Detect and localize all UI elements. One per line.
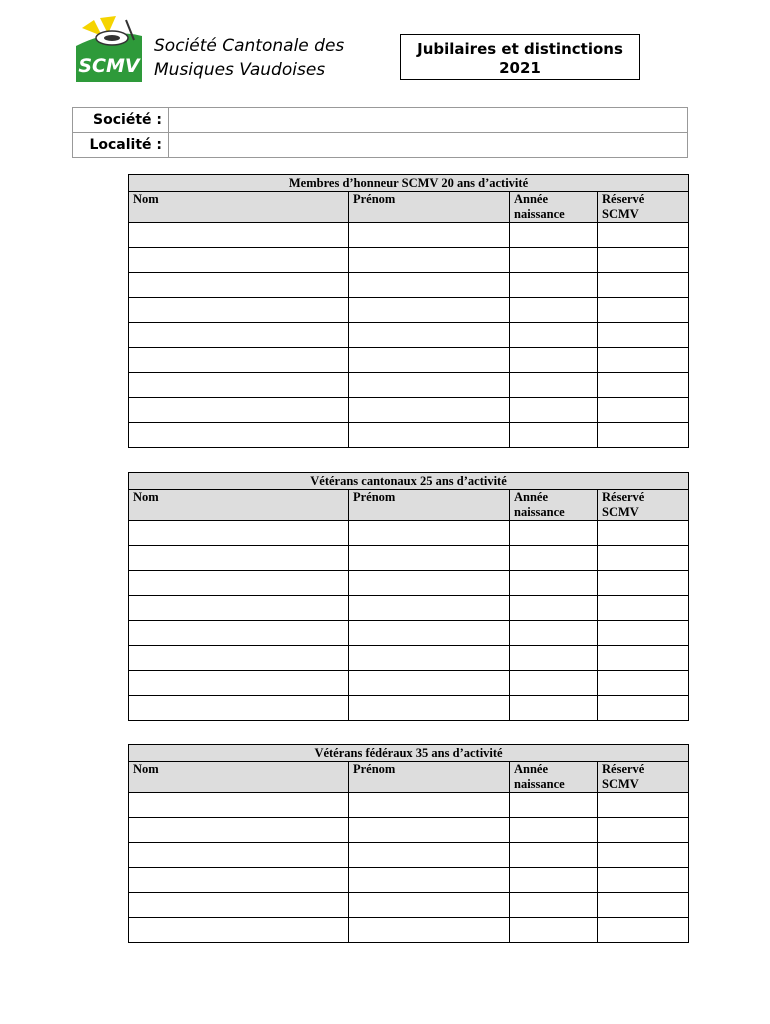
table-row (129, 571, 689, 596)
column-header-annee (510, 490, 598, 521)
section-membres-honneur (128, 174, 688, 448)
prenom-cell[interactable] (349, 793, 510, 818)
reserve-cell[interactable] (598, 843, 689, 868)
localite-label: Localité : (73, 133, 169, 158)
prenom-cell[interactable] (349, 646, 510, 671)
section-title: Vétérans cantonaux 25 ans d’activité (129, 473, 689, 490)
nom-cell[interactable] (129, 398, 349, 423)
annee-cell[interactable] (510, 671, 598, 696)
prenom-cell[interactable] (349, 621, 510, 646)
table-row (129, 398, 689, 423)
table-row (129, 646, 689, 671)
reserve-cell[interactable] (598, 273, 689, 298)
table-row (129, 818, 689, 843)
column-header-prenom (349, 490, 510, 521)
annee-cell[interactable] (510, 223, 598, 248)
table-row (129, 893, 689, 918)
prenom-cell[interactable] (349, 273, 510, 298)
prenom-cell[interactable] (349, 546, 510, 571)
column-header-reserve-text: SCMV (602, 777, 639, 791)
title-line-2: 2021 (499, 59, 541, 77)
nom-cell[interactable] (129, 696, 349, 721)
annee-cell[interactable] (510, 868, 598, 893)
prenom-cell[interactable] (349, 521, 510, 546)
reserve-cell[interactable] (598, 918, 689, 943)
column-header-nom-text: Nom (133, 762, 159, 776)
localite-field[interactable] (169, 133, 688, 158)
reserve-cell[interactable] (598, 423, 689, 448)
annee-cell[interactable] (510, 323, 598, 348)
column-header-reserve (598, 762, 689, 793)
column-header-nom (129, 490, 349, 521)
column-header-reserve (598, 192, 689, 223)
section-veterans-cantonaux (128, 472, 688, 721)
column-header-prenom-text: Prénom (353, 762, 396, 776)
prenom-cell[interactable] (349, 818, 510, 843)
column-header-annee (510, 192, 598, 223)
table-row (129, 423, 689, 448)
prenom-cell[interactable] (349, 248, 510, 273)
prenom-cell[interactable] (349, 223, 510, 248)
table-row (129, 223, 689, 248)
table-row (129, 696, 689, 721)
nom-cell[interactable] (129, 571, 349, 596)
nom-cell[interactable] (129, 621, 349, 646)
prenom-cell[interactable] (349, 696, 510, 721)
nom-cell[interactable] (129, 671, 349, 696)
nom-cell[interactable] (129, 273, 349, 298)
reserve-cell[interactable] (598, 793, 689, 818)
reserve-cell[interactable] (598, 671, 689, 696)
reserve-cell[interactable] (598, 893, 689, 918)
annee-cell[interactable] (510, 818, 598, 843)
nom-cell[interactable] (129, 521, 349, 546)
prenom-cell[interactable] (349, 868, 510, 893)
table-row (129, 596, 689, 621)
column-header-annee-text: naissance (514, 505, 565, 519)
prenom-cell[interactable] (349, 348, 510, 373)
societe-label: Société : (73, 108, 169, 133)
column-header-prenom-text: Prénom (353, 490, 396, 504)
reserve-cell[interactable] (598, 521, 689, 546)
org-line-2: Musiques Vaudoises (154, 60, 326, 80)
annee-cell[interactable] (510, 521, 598, 546)
reserve-cell[interactable] (598, 546, 689, 571)
annee-cell[interactable] (510, 571, 598, 596)
prenom-cell[interactable] (349, 918, 510, 943)
nom-cell[interactable] (129, 793, 349, 818)
prenom-cell[interactable] (349, 893, 510, 918)
annee-cell[interactable] (510, 398, 598, 423)
prenom-cell[interactable] (349, 373, 510, 398)
column-header-prenom (349, 762, 510, 793)
document-title (400, 34, 640, 80)
organization-name (154, 34, 344, 82)
title-line-1: Jubilaires et distinctions (417, 40, 623, 58)
table-row (129, 298, 689, 323)
table-row (129, 521, 689, 546)
table-row (129, 843, 689, 868)
reserve-cell[interactable] (598, 348, 689, 373)
nom-cell[interactable] (129, 298, 349, 323)
prenom-cell[interactable] (349, 323, 510, 348)
nom-cell[interactable] (129, 868, 349, 893)
logo-text: SCMV (78, 55, 140, 77)
jubilaires-table (128, 744, 689, 943)
column-header-annee-text: Année (514, 490, 549, 504)
reserve-cell[interactable] (598, 248, 689, 273)
table-row (129, 273, 689, 298)
reserve-cell[interactable] (598, 868, 689, 893)
prenom-cell[interactable] (349, 298, 510, 323)
table-row (129, 671, 689, 696)
nom-cell[interactable] (129, 918, 349, 943)
nom-cell[interactable] (129, 323, 349, 348)
column-header-reserve-text: Réservé (602, 192, 645, 206)
annee-cell[interactable] (510, 423, 598, 448)
table-row (129, 868, 689, 893)
column-header-annee-text: Année (514, 762, 549, 776)
annee-cell[interactable] (510, 893, 598, 918)
column-header-nom (129, 192, 349, 223)
section-title: Vétérans fédéraux 35 ans d’activité (129, 745, 689, 762)
column-header-nom (129, 762, 349, 793)
reserve-cell[interactable] (598, 373, 689, 398)
column-header-annee (510, 762, 598, 793)
column-header-reserve (598, 490, 689, 521)
column-header-nom-text: Nom (133, 490, 159, 504)
annee-cell[interactable] (510, 696, 598, 721)
nom-cell[interactable] (129, 223, 349, 248)
prenom-cell[interactable] (349, 596, 510, 621)
nom-cell[interactable] (129, 893, 349, 918)
nom-cell[interactable] (129, 646, 349, 671)
reserve-cell[interactable] (598, 696, 689, 721)
column-header-annee-text: naissance (514, 207, 565, 221)
reserve-cell[interactable] (598, 818, 689, 843)
table-row (129, 323, 689, 348)
annee-cell[interactable] (510, 348, 598, 373)
annee-cell[interactable] (510, 843, 598, 868)
nom-cell[interactable] (129, 373, 349, 398)
nom-cell[interactable] (129, 843, 349, 868)
reserve-cell[interactable] (598, 398, 689, 423)
prenom-cell[interactable] (349, 398, 510, 423)
table-row (129, 348, 689, 373)
reserve-cell[interactable] (598, 298, 689, 323)
prenom-cell[interactable] (349, 571, 510, 596)
reserve-cell[interactable] (598, 323, 689, 348)
reserve-cell[interactable] (598, 596, 689, 621)
societe-field[interactable] (169, 108, 688, 133)
nom-cell[interactable] (129, 348, 349, 373)
nom-cell[interactable] (129, 546, 349, 571)
annee-cell[interactable] (510, 273, 598, 298)
annee-cell[interactable] (510, 248, 598, 273)
prenom-cell[interactable] (349, 671, 510, 696)
annee-cell[interactable] (510, 298, 598, 323)
column-header-nom-text: Nom (133, 192, 159, 206)
nom-cell[interactable] (129, 423, 349, 448)
section-veterans-federaux (128, 744, 688, 943)
annee-cell[interactable] (510, 918, 598, 943)
nom-cell[interactable] (129, 596, 349, 621)
column-header-prenom-text: Prénom (353, 192, 396, 206)
reserve-cell[interactable] (598, 223, 689, 248)
org-line-1: Société Cantonale des (154, 36, 345, 56)
scmv-logo (72, 16, 144, 82)
section-title: Membres d’honneur SCMV 20 ans d’activité (129, 175, 689, 192)
column-header-reserve-text: SCMV (602, 207, 639, 221)
annee-cell[interactable] (510, 621, 598, 646)
jubilaires-table (128, 174, 689, 448)
annee-cell[interactable] (510, 373, 598, 398)
column-header-reserve-text: SCMV (602, 505, 639, 519)
reserve-cell[interactable] (598, 621, 689, 646)
column-header-prenom (349, 192, 510, 223)
table-row (129, 621, 689, 646)
annee-cell[interactable] (510, 646, 598, 671)
column-header-reserve-text: Réservé (602, 762, 645, 776)
nom-cell[interactable] (129, 248, 349, 273)
prenom-cell[interactable] (349, 843, 510, 868)
annee-cell[interactable] (510, 546, 598, 571)
reserve-cell[interactable] (598, 646, 689, 671)
table-row (129, 793, 689, 818)
table-row (129, 248, 689, 273)
nom-cell[interactable] (129, 818, 349, 843)
table-row (129, 546, 689, 571)
column-header-annee-text: Année (514, 192, 549, 206)
table-row (129, 918, 689, 943)
society-info-table (72, 107, 688, 158)
column-header-annee-text: naissance (514, 777, 565, 791)
prenom-cell[interactable] (349, 423, 510, 448)
column-header-reserve-text: Réservé (602, 490, 645, 504)
table-row (129, 373, 689, 398)
annee-cell[interactable] (510, 793, 598, 818)
jubilaires-table (128, 472, 689, 721)
annee-cell[interactable] (510, 596, 598, 621)
reserve-cell[interactable] (598, 571, 689, 596)
